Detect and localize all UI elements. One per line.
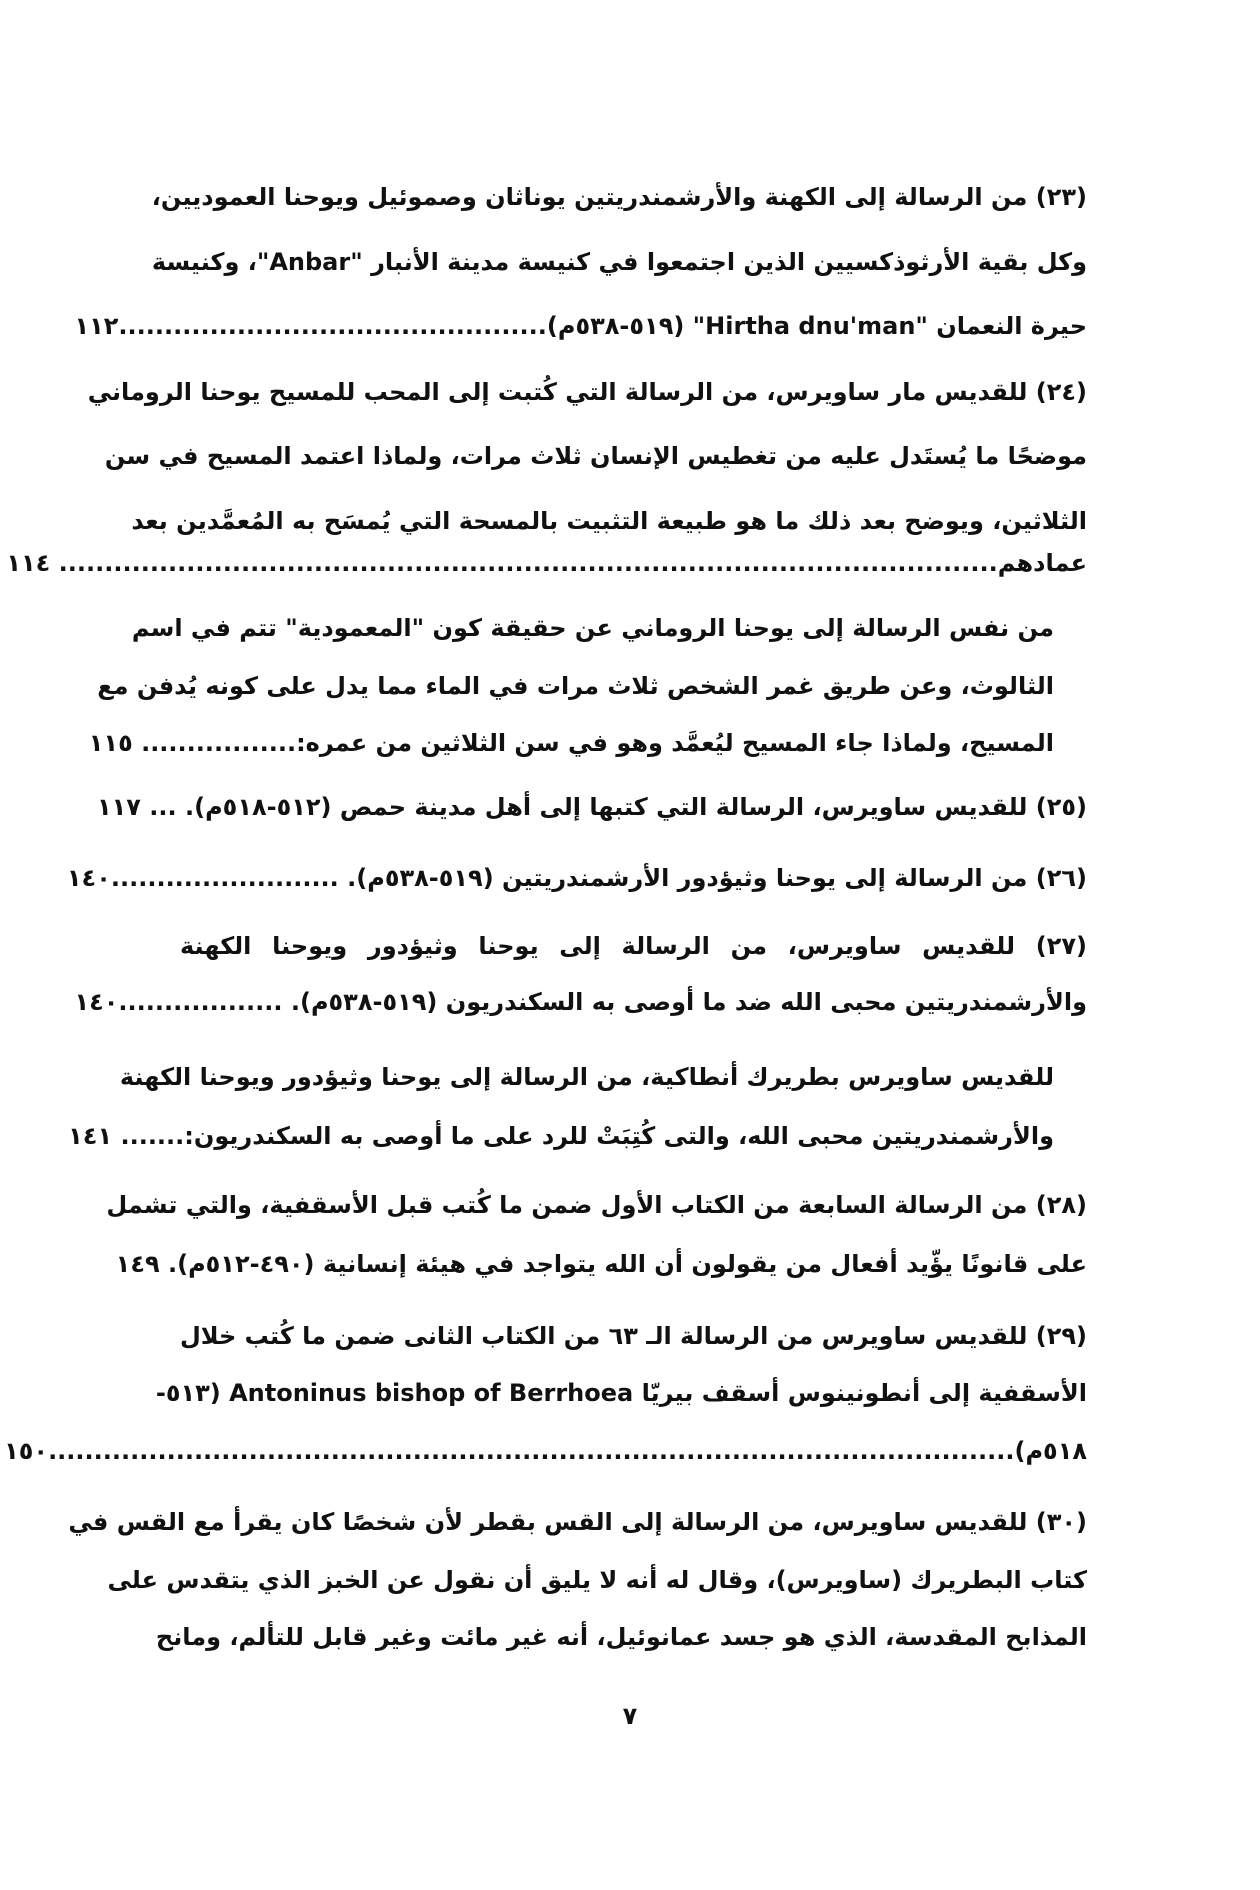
entry-27-line-1: (٢٧) للقديس ساويرس، من الرسالة إلى يوحنا وثيؤدور ويوحنا الكهنة <box>180 932 1087 960</box>
entry-28-line-2: على قانونًا يؤّيد أفعال من يقولون أن الله يتواجد في هيئة إنسانية (٤٩٠-٥١٢م). ١٤٩ <box>115 1250 1087 1278</box>
entry-25-line-1: (٢٥) للقديس ساويرس، الرسالة التي كتبها إلى أهل مدينة حمص (٥١٢-٥١٨م). ... ١١٧ <box>96 793 1087 821</box>
entry-29-line-3: ٥١٨م)..........................................................................................................١٥٠ <box>4 1437 1087 1465</box>
subentry-27-line-1: للقديس ساويرس بطريرك أنطاكية، من الرسالة إلى يوحنا وثيؤدور ويوحنا الكهنة <box>119 1063 1054 1091</box>
entry-23-line-3: حيرة النعمان "Hirtha dnu'man" (٥١٩-٥٣٨م)...............................................١١٢ <box>74 312 1087 340</box>
subentry-24-line-2: الثالوث، وعن طريق غمر الشخص ثلاث مرات في الماء مما يدل على كونه يُدفن مع <box>97 672 1054 700</box>
entry-24-line-1: (٢٤) للقديس مار ساويرس، من الرسالة التي كُتبت إلى المحب للمسيح يوحنا الروماني <box>87 378 1087 406</box>
entry-26-line-1: (٢٦) من الرسالة إلى يوحنا وثيؤدور الأرشمندريتين (٥١٩-٥٣٨م). .........................١٤٠ <box>66 864 1087 892</box>
entry-28-line-1: (٢٨) من الرسالة السابعة من الكتاب الأول ضمن ما كُتب قبل الأسقفية، والتي تشمل <box>106 1191 1087 1219</box>
page-number: ٧ <box>622 1702 638 1730</box>
entry-30-line-1: (٣٠) للقديس ساويرس، من الرسالة إلى القس بقطر لأن شخصًا كان يقرأ مع القس في <box>68 1508 1087 1536</box>
entry-30-line-2: كتاب البطريرك (ساويرس)، وقال له أنه لا يليق أن نقول عن الخبز الذي يتقدس على <box>107 1566 1087 1594</box>
entry-30-line-3: المذابح المقدسة، الذي هو جسد عمانوئيل، أنه غير مائت وغير قابل للتألم، ومانح <box>155 1623 1087 1651</box>
entry-27-line-2: والأرشمندريتين محبى الله ضد ما أوصى به السكندريون (٥١٩-٥٣٨م). ..................١٤٠ <box>74 988 1087 1016</box>
entry-23-line-2: وكل بقية الأرثوذكسيين الذين اجتمعوا في كنيسة مدينة الأنبار "Anbar"، وكنيسة <box>151 248 1087 276</box>
subentry-27-line-2: والأرشمندريتين محبى الله، والتى كُتِبَتْ للرد على ما أوصى به السكندريون:....... ١٤١ <box>68 1122 1054 1150</box>
entry-29-line-2: الأسقفية إلى أنطونينوس أسقف بيريّا Antoninus bishop of Berrhoea (٥١٣- <box>155 1379 1087 1407</box>
subentry-24-line-1: من نفس الرسالة إلى يوحنا الروماني عن حقيقة كون "المعمودية" تتم في اسم <box>131 614 1054 642</box>
entry-24-line-3: الثلاثين، ويوضح بعد ذلك ما هو طبيعة التثبيت بالمسحة التي يُمسَح به المُعمَّدين بعد <box>131 507 1087 535</box>
entry-24-line-2: موضحًا ما يُستَدل عليه من تغطيس الإنسان ثلاث مرات، ولماذا اعتمد المسيح في سن <box>104 442 1087 470</box>
entry-23-line-1: (٢٣) من الرسالة إلى الكهنة والأرشمندريتين يوناثان وصموئيل ويوحنا العموديين، <box>151 183 1087 211</box>
entry-24-line-4: عمادهم....................................................................................................... ١١٤ <box>6 549 1087 577</box>
subentry-24-line-3: المسيح، ولماذا جاء المسيح ليُعمَّد وهو في سن الثلاثين من عمره:................. ١١٥ <box>88 729 1054 757</box>
entry-29-line-1: (٢٩) للقديس ساويرس من الرسالة الـ ٦٣ من الكتاب الثانى ضمن ما كُتب خلال <box>179 1322 1087 1350</box>
